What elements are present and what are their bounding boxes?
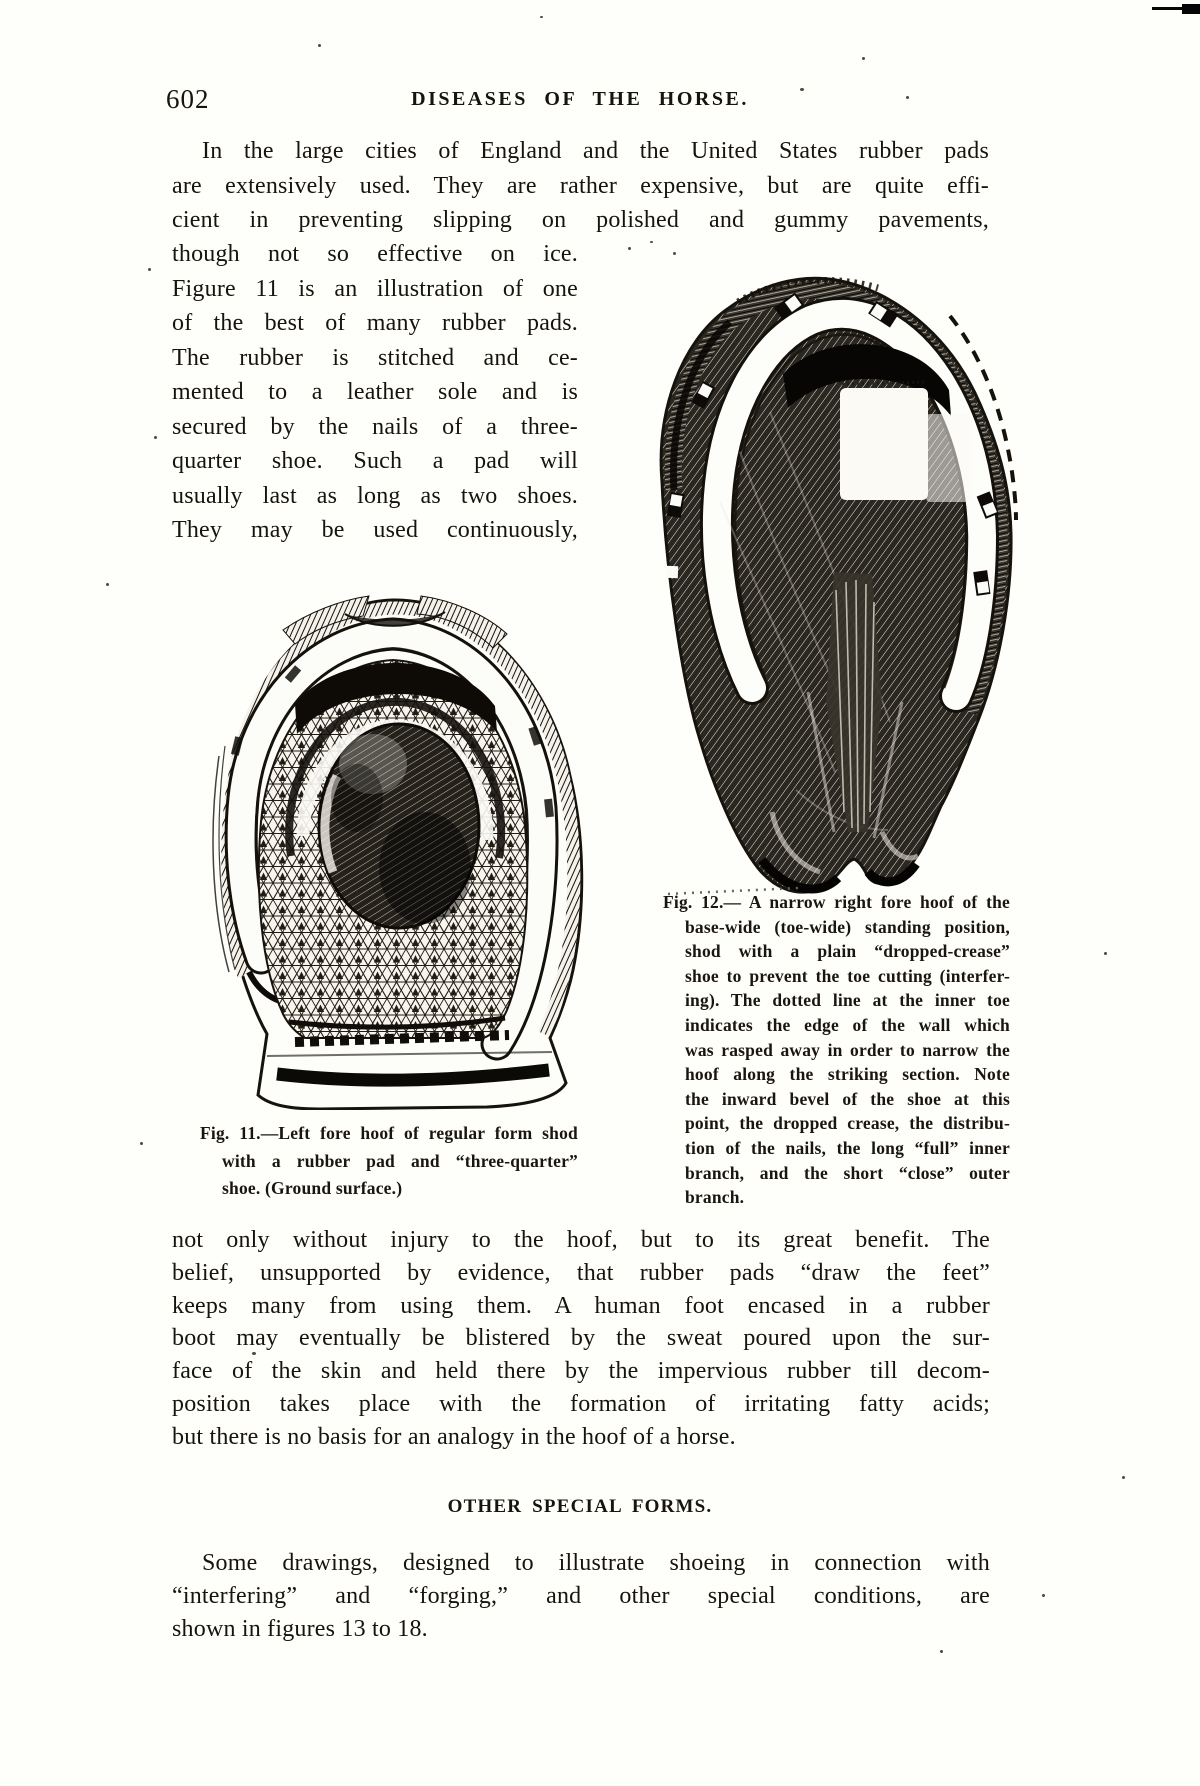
text-line: The rubber is stitched and ce- bbox=[172, 344, 578, 371]
figure-11-caption bbox=[200, 1120, 578, 1203]
text-line: not only without injury to the hoof, but to its great benefit. The bbox=[172, 1227, 990, 1253]
scan-speckle bbox=[673, 252, 676, 255]
text-line: keeps many from using them. A human foot encased in a rubber bbox=[172, 1292, 990, 1319]
text-line: face of the skin and held there by the impervious rubber till decom- bbox=[172, 1358, 990, 1385]
closing-paragraph bbox=[172, 1547, 990, 1646]
scan-speckle bbox=[628, 247, 631, 250]
text-line: branch. bbox=[685, 1187, 745, 1208]
scan-speckle bbox=[154, 436, 157, 439]
text-line: shown in figures 13 to 18. bbox=[172, 1616, 428, 1642]
text-line: cient in preventing slipping on polished and gummy pavements, bbox=[172, 207, 989, 233]
text-line: point, the dropped crease, the distribu- bbox=[685, 1113, 1010, 1134]
frog-dark-core bbox=[379, 812, 471, 924]
running-head: DISEASES OF THE HORSE. bbox=[411, 88, 749, 110]
text-line: hoof along the striking section. Note bbox=[685, 1064, 1010, 1085]
scan-speckle bbox=[940, 1650, 943, 1653]
scan-artifact-corner bbox=[1152, 7, 1186, 10]
text-line: of the best of many rubber pads. bbox=[172, 310, 578, 336]
body-paragraph bbox=[172, 1224, 990, 1454]
text-line: branch, and the short “close” outer bbox=[685, 1162, 1010, 1183]
figure-12-illustration bbox=[620, 272, 1022, 902]
text-line: secured by the nails of a three- bbox=[172, 413, 578, 440]
scan-speckle bbox=[650, 241, 653, 243]
scan-speckle bbox=[318, 44, 321, 47]
figure-12-hoof-engraving bbox=[620, 272, 1022, 902]
text-line: indicates the edge of the wall which bbox=[685, 1014, 1010, 1035]
text-line: shoe to prevent the toe cutting (interfer- bbox=[685, 965, 1010, 986]
text-line: quarter shoe. Such a pad will bbox=[172, 448, 578, 474]
scan-speckle bbox=[540, 16, 543, 18]
text-line: position takes place with the formation of irritating fatty acids; bbox=[172, 1390, 990, 1417]
scan-speckle bbox=[106, 583, 109, 586]
scan-artifact-corner bbox=[1182, 4, 1200, 14]
scan-speckle bbox=[140, 1142, 143, 1145]
text-line: mented to a leather sole and is bbox=[172, 379, 578, 405]
text-line: In the large cities of England and the United States rubber pads bbox=[202, 138, 989, 164]
scan-speckle bbox=[1042, 1594, 1045, 1597]
text-line: They may be used continuously, bbox=[172, 517, 578, 543]
text-line: are extensively used. They are rather expensive, but are quite effi- bbox=[172, 172, 989, 199]
text-line: shod with a plain “dropped-crease” bbox=[685, 941, 1010, 962]
text-line: Some drawings, designed to illustrate shoeing in connection with bbox=[202, 1550, 990, 1576]
text-line: Fig. 11.—Left fore hoof of regular form shod bbox=[200, 1123, 578, 1143]
text-line: usually last as long as two shoes. bbox=[172, 482, 578, 509]
text-line: shoe. (Ground surface.) bbox=[222, 1178, 403, 1198]
figure-12-caption bbox=[663, 890, 1010, 1210]
text-line: was rasped away in order to narrow the bbox=[685, 1039, 1010, 1060]
text-line: belief, unsupported by evidence, that rubber pads “draw the feet” bbox=[172, 1259, 990, 1286]
scan-speckle bbox=[1122, 1476, 1125, 1479]
figure-11-illustration bbox=[197, 586, 597, 1110]
frog-dark-spot bbox=[331, 764, 383, 832]
text-line: “interfering” and “forging,” and other special conditions, are bbox=[172, 1583, 990, 1609]
scan-speckle bbox=[862, 57, 865, 60]
intro-paragraph-full bbox=[172, 134, 989, 238]
text-line: boot may eventually be blistered by the sweat poured upon the sur- bbox=[172, 1325, 990, 1352]
page-number: 602 bbox=[166, 84, 210, 114]
text-line: the inward bevel of the shoe at this bbox=[685, 1088, 1010, 1109]
scan-speckle bbox=[148, 268, 151, 271]
text-line: though not so effective on ice. bbox=[172, 241, 578, 267]
section-heading: OTHER SPECIAL FORMS. bbox=[447, 1496, 713, 1517]
figure-11-hoof-engraving bbox=[197, 586, 597, 1110]
text-line: with a rubber pad and “three-quarter” bbox=[222, 1150, 578, 1171]
text-line: base-wide (toe-wide) standing position, bbox=[685, 916, 1010, 937]
scan-speckle bbox=[906, 96, 909, 99]
intro-paragraph-wrapped bbox=[172, 237, 578, 548]
text-line: but there is no basis for an analogy in the hoof of a horse. bbox=[172, 1423, 736, 1450]
sole-highlight bbox=[840, 388, 928, 500]
text-line: Fig. 12.— A narrow right fore hoof of the bbox=[663, 892, 1010, 912]
sole-highlight-right bbox=[926, 414, 972, 502]
scan-speckle bbox=[1104, 952, 1107, 955]
text-line: Figure 11 is an illustration of one bbox=[172, 275, 578, 302]
text-line: ing). The dotted line at the inner toe bbox=[685, 990, 1010, 1011]
text-line: tion of the nails, the long “full” inner bbox=[685, 1137, 1010, 1158]
